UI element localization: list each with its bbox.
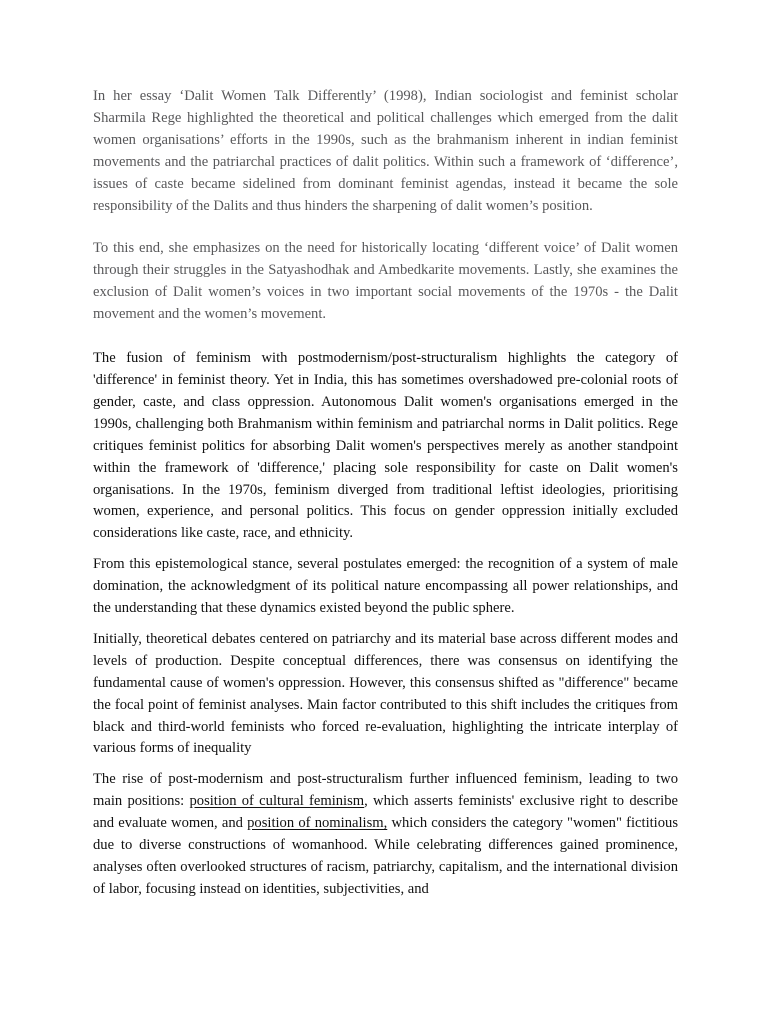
document-page bbox=[93, 86, 678, 901]
paragraph-theoretical-debates: Initially, theoretical debates centered on patriarchy and its material base across different modes and levels of production. Despite conceptual differences, there was consensus on identifying the fundamental cause of women's oppression. However, this consensus shifted as "difference" became the focal point of feminist analyses. Main factor contributed to this shift includes the critiques from black and third-world feminists who forced re-evaluation, highlighting the intricate interplay of various forms of inequality bbox=[93, 630, 678, 757]
cultural-feminism-link[interactable]: position of cultural feminism bbox=[189, 793, 365, 810]
paragraph-postmodernism-middle: , which asserts feminists' exclusive right to describe and evaluate women, and bbox=[93, 793, 678, 832]
paragraph-postmodernism-end: which considers the category "women" fictitious due to diverse constructions of womanhood. While celebrating differences gained prominence, analyses often overlooked structures of racism, patriarchy, capitalism, and the international division of labor, focusing instead on identities, subjectivities, and bbox=[93, 815, 679, 897]
paragraph-fusion: The fusion of feminism with postmodernism/post-structuralism highlights the category of 'difference' in feminist theory. Yet in India, this has sometimes overshadowed pre-colonial roots of gender, caste, and class oppression. Autonomous Dalit women's organisations emerged in the 1990s, challenging both Brahmanism within feminism and patriarchal norms in Dalit politics. Rege critiques feminist politics for absorbing Dalit women's perspectives merely as another standpoint within the framework of 'difference,' placing sole responsibility for caste on Dalit women's organisations. In the 1970s, feminism diverged from traditional leftist ideologies, prioritising women, experience, and personal politics. This focus on gender oppression initially excluded considerations like caste, race, and ethnicity. bbox=[93, 350, 678, 542]
paragraph-postmodernism-start: The rise of post-modernism and post-structuralism further influenced feminism, leading to two main positions: bbox=[93, 771, 678, 810]
paragraph-intro: In her essay ‘Dalit Women Talk Differently’ (1998), Indian sociologist and feminist scholar Sharmila Rege highlighted the theoretical and political challenges which emerged from the dalit women organisations’ efforts in the 1990s, such as the brahmanism inherent in indian feminist movements and the patriarchal practices of dalit politics. Within such a framework of ‘difference’, issues of caste became sidelined from dominant feminist agendas, instead it became the sole responsibility of the Dalits and thus hinders the sharpening of dalit women’s position. bbox=[93, 88, 678, 214]
paragraph-rege-emphasis: To this end, she emphasizes on the need for historically locating ‘different voice’ of Dalit women through their struggles in the Satyashodhak and Ambedkarite movements. Lastly, she examines the exclusion of Dalit women’s voices in two important social movements of the 1970s - the Dalit movement and the women’s movement. bbox=[93, 240, 678, 323]
paragraph-epistemological: From this epistemological stance, several postulates emerged: the recognition of a system of male domination, the acknowledgment of its political nature encompassing all power relationships, and the understanding that these dynamics existed beyond the public sphere. bbox=[93, 556, 678, 617]
nominalism-link[interactable]: position of nominalism, bbox=[247, 815, 388, 832]
paragraph-postmodernism bbox=[93, 769, 678, 900]
